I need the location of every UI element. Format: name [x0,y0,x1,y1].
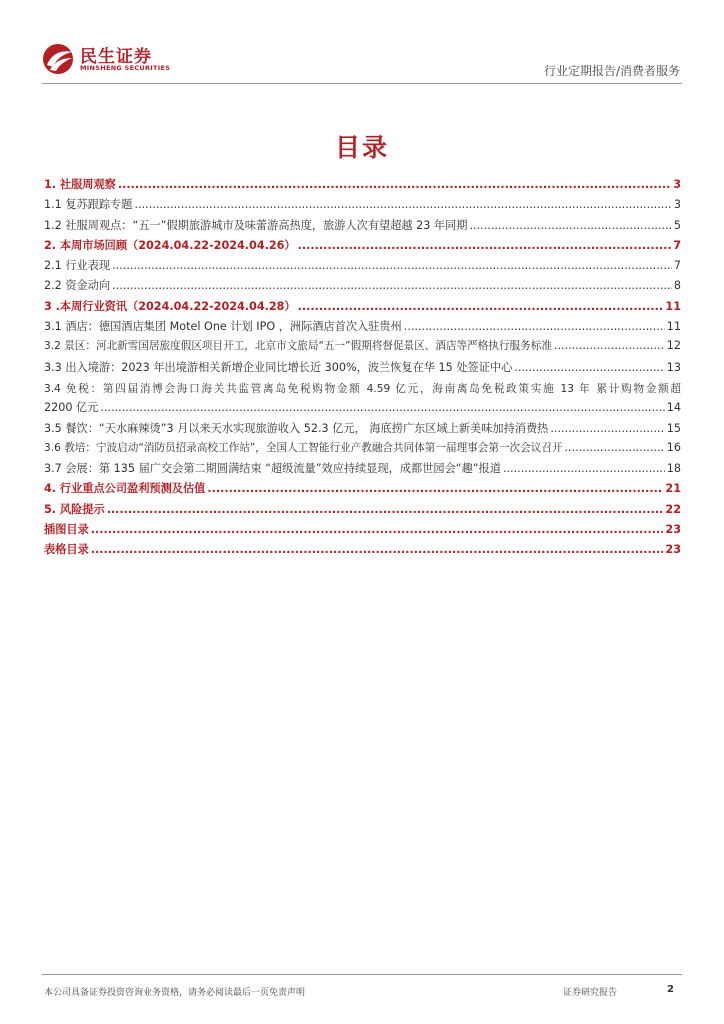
toc-entry-page: 11 [665,299,681,313]
toc-entry[interactable] [44,420,681,440]
toc-entry-title: 3.5 餐饮：“天水麻辣烫”3 月以来天水实现旅游收入 52.3 亿元， 海底捞广东区域上新美味加持消费热 [44,421,549,435]
toc-entry-page: 15 [666,421,681,435]
toc-entry-title: 3.7 会展：第 135 届广交会第二期圆满结束 “超级流量”效应持续显现，成都世园会“趣”报道 [44,462,501,476]
toc-entry-title: 3.4 免税：第四届消博会海口海关共监管离岛免税购物金额 4.59 亿元，海南离岛免税政策实施 13 年 累计购物金额超 [44,382,681,395]
report-type: 行业定期报告/消费者服务 [543,64,680,78]
toc-entry[interactable] [44,338,681,358]
toc-entry-title: 3.3 出入境游：2023 年出境游相关新增企业同比增长近 300%，波兰恢复在华 15 处签证中心 [44,360,513,374]
table-of-contents [44,176,681,562]
toc-entry-page: 22 [665,502,681,516]
toc-leader-dots [565,441,665,454]
toc-entry[interactable] [44,318,681,338]
toc-entry[interactable] [44,501,681,521]
toc-entry[interactable] [44,298,681,318]
toc-leader-dots [91,543,664,556]
toc-entry-title: 1.2 社服周观点：“五一”假期旅游城市及味蕾游高热度，旅游人次有望超越 23 年同期 [44,218,468,232]
toc-entry-title: 3 .本周行业资讯（2024.04.22-2024.04.28） [44,299,296,313]
toc-entry-title: 3.6 教培：宁波启动“消防员招录高校工作站”，全国人工智能行业产教融合共同体第一届理事会第一次会议召开 [44,441,563,454]
logo-english-name: MINSHENG SECURITIES [80,64,171,72]
toc-entry[interactable] [44,196,681,216]
toc-entry-page: 3 [673,198,681,212]
toc-entry-title: 2.1 行业表现 [44,259,111,273]
toc-entry-title: 4. 行业重点公司盈利预测及估值 [44,482,206,496]
toc-entry-title: 3.2 景区：河北新雪国居旅度假区项目开工，北京市文旅局“五一”假期将督促景区、酒店等严格执行服务标准 [44,340,552,353]
toc-entry-page: 23 [665,543,681,557]
minsheng-logo-icon [42,43,76,75]
toc-entry[interactable] [44,460,681,480]
toc-entry-page: 12 [666,339,681,353]
toc-entry[interactable] [44,541,681,561]
page-header [0,0,724,86]
toc-entry[interactable] [44,277,681,297]
toc-leader-dots [514,361,664,374]
toc-entry-page: 18 [666,462,681,476]
brand-logo [42,43,182,77]
toc-entry-title: 插图目录 [44,523,89,537]
toc-entry[interactable] [44,257,681,277]
toc-leader-dots [554,339,665,352]
toc-entry-page: 23 [665,523,681,537]
toc-entry-title-continued: 2200 亿元 [44,401,99,415]
toc-entry-page: 21 [665,482,681,496]
toc-entry[interactable] [44,521,681,541]
toc-leader-dots [118,178,671,191]
toc-leader-dots [100,401,664,414]
toc-entry-page: 13 [666,360,681,374]
toc-leader-dots [469,219,671,232]
toc-entry-title: 5. 风险提示 [44,502,105,516]
toc-leader-dots [404,320,665,333]
footer-disclaimer: 本公司具备证券投资咨询业务资格，请务必阅读最后一页免责声明 [44,988,306,998]
footer-divider [42,974,682,975]
header-divider [42,83,682,84]
toc-entry-page: 16 [666,440,681,454]
toc-leader-dots [112,279,672,292]
toc-entry-page: 8 [673,279,681,293]
toc-leader-dots [91,523,664,536]
toc-leader-dots [298,239,672,252]
toc-entry-title: 2.2 资金动向 [44,279,111,293]
toc-entry[interactable] [44,480,681,500]
toc-entry-title: 1.1 复苏跟踪专题 [44,198,133,212]
page-number: 2 [667,984,674,995]
logo-chinese-name: 民生证券 [80,47,152,67]
toc-leader-dots [112,259,672,272]
toc-entry[interactable] [44,176,681,196]
toc-entry-page: 5 [673,218,681,232]
toc-leader-dots [503,462,665,475]
toc-entry[interactable] [44,440,681,460]
toc-leader-dots [550,422,664,435]
toc-leader-dots [107,503,664,516]
toc-entry-title: 表格目录 [44,543,89,557]
footer-report-label: 证券研究报告 [563,988,618,998]
page-title: 目录 [334,133,389,162]
toc-leader-dots [298,300,664,313]
toc-entry-page: 7 [673,238,681,252]
toc-entry[interactable] [44,359,681,379]
toc-entry-page: 11 [666,320,681,334]
toc-entry[interactable] [44,217,681,237]
toc-entry-title: 3.1 酒店：德国酒店集团 Motel One 计划 IPO ，洲际酒店首次入驻贵州 [44,320,402,334]
toc-entry-page: 7 [673,259,681,273]
toc-entry-page: 3 [673,178,681,191]
toc-entry[interactable] [44,237,681,257]
toc-leader-dots [207,482,663,495]
toc-entry-page: 14 [666,401,681,415]
toc-entry[interactable] [44,379,681,420]
toc-entry-title: 1. 社服周观察 [44,178,116,191]
toc-leader-dots [134,198,671,211]
toc-entry-title: 2. 本周市场回顾（2024.04.22-2024.04.26） [44,238,296,252]
